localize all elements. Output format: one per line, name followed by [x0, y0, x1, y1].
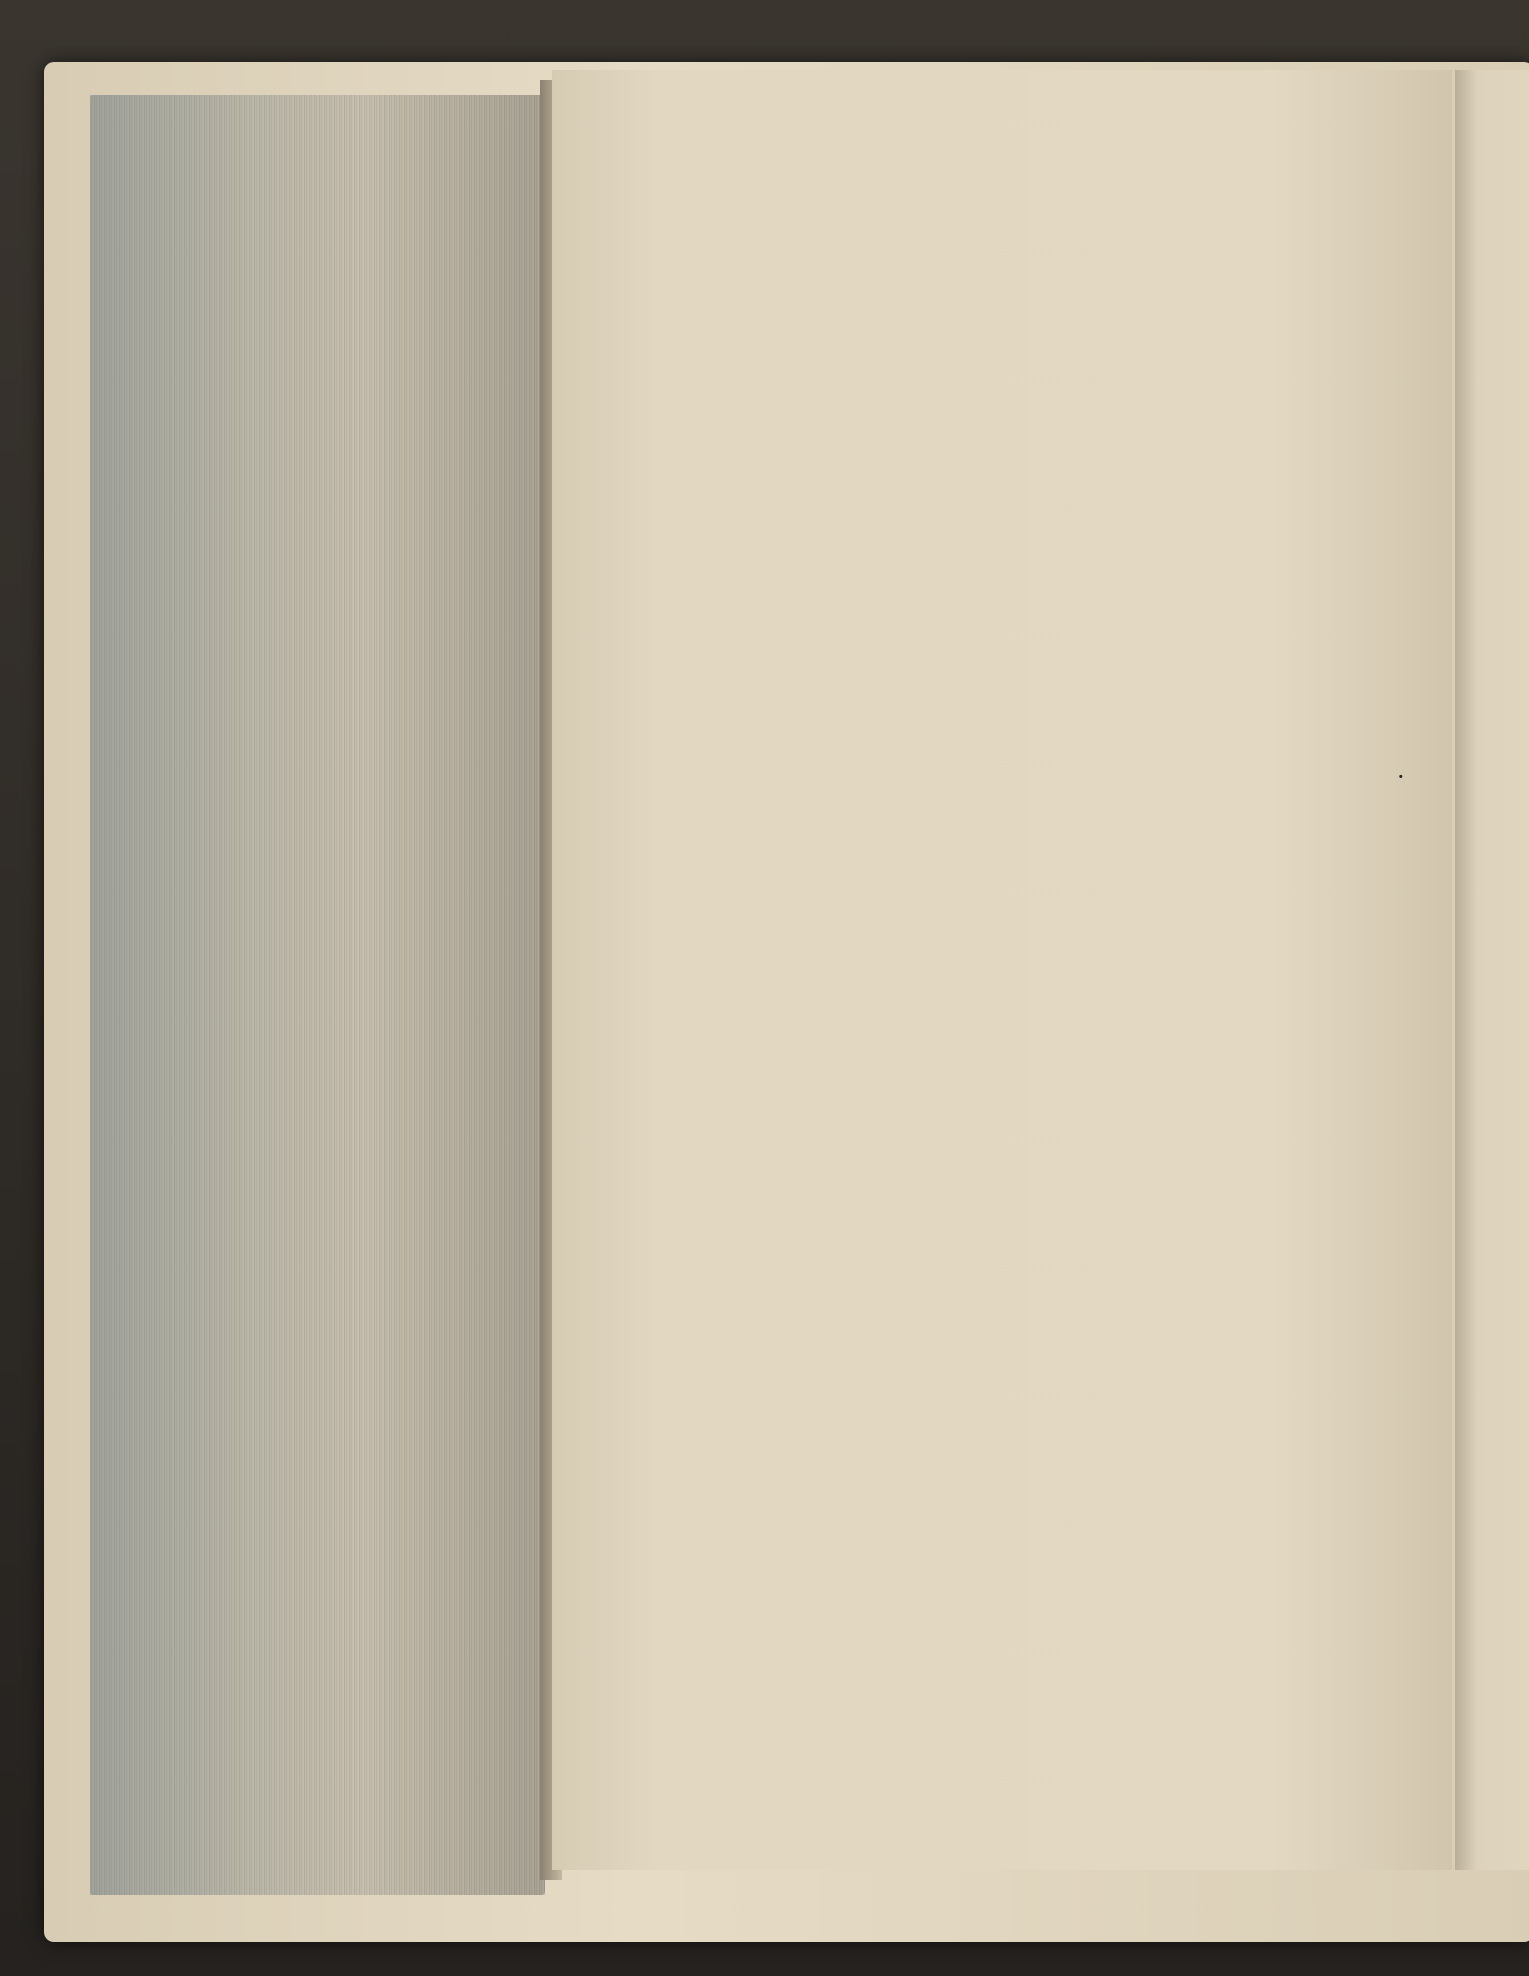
- facing-page-edge: [1455, 70, 1529, 1870]
- ornament: ·: [1397, 763, 1405, 791]
- left-page: [552, 70, 1452, 1870]
- page-block-edge: [90, 95, 545, 1895]
